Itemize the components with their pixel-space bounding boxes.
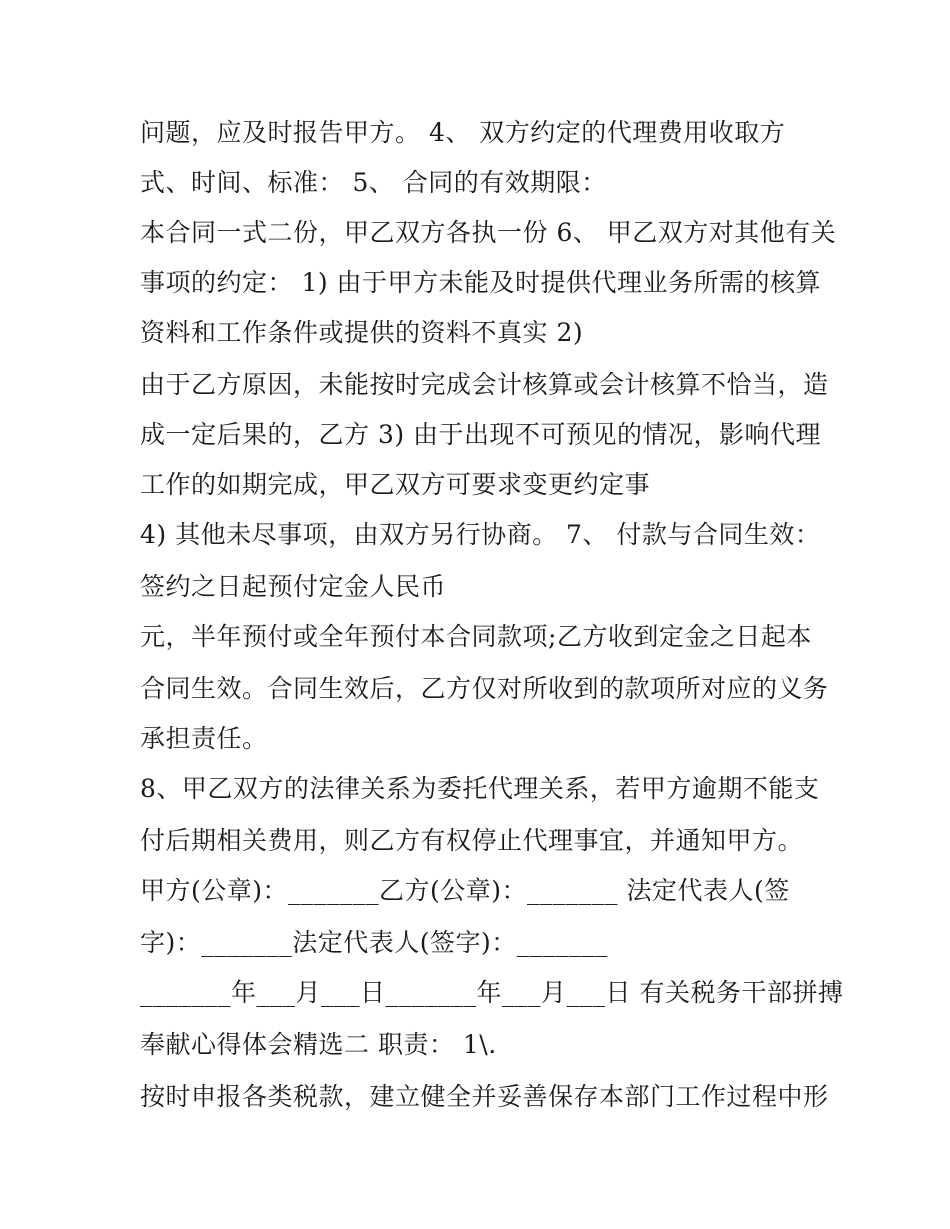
text-line: 本合同一式二份，甲乙双方各执一份 6、 甲乙双方对其他有关: [140, 218, 837, 247]
text-line: 承担责任。: [140, 724, 268, 753]
text-line: 4) 其他未尽事项，由双方另行协商。 7、 付款与合同生效：: [140, 520, 821, 549]
text-line: 工作的如期完成，甲乙双方可要求变更约定事: [140, 470, 651, 499]
text-line: 事项的约定： 1) 由于甲方未能及时提供代理业务所需的核算: [140, 268, 822, 297]
text-line: 式、时间、标准： 5、 合同的有效期限：: [140, 168, 607, 197]
text-line: _______年___月___日_______年___月___日 有关税务干部拼搏: [140, 978, 844, 1007]
text-line: 甲方(公章)：_______乙方(公章)：_______ 法定代表人(签: [140, 876, 790, 905]
text-line: 付后期相关费用，则乙方有权停止代理事宜，并通知甲方。: [140, 826, 804, 855]
text-line: 字)：_______法定代表人(签字)：_______: [140, 928, 608, 957]
text-line: 合同生效。合同生效后，乙方仅对所收到的款项所对应的义务: [140, 674, 829, 703]
text-line: 元，半年预付或全年预付本合同款项;乙方收到定金之日起本: [140, 622, 812, 651]
text-line: 由于乙方原因，未能按时完成会计核算或会计核算不恰当，造: [140, 370, 829, 399]
text-line: 按时申报各类税款，建立健全并妥善保存本部门工作过程中形: [140, 1082, 829, 1111]
text-line: 奉献心得体会精选二 职责： 1\.: [140, 1030, 497, 1059]
text-line: 签约之日起预付定金人民币: [140, 572, 447, 601]
text-line: 8、甲乙双方的法律关系为委托代理关系，若甲方逾期不能支: [140, 774, 820, 803]
text-line: 资料和工作条件或提供的资料不真实 2): [140, 318, 584, 347]
text-line: 成一定后果的，乙方 3) 由于出现不可预见的情况，影响代理: [140, 420, 822, 449]
text-line: 问题，应及时报告甲方。 4、 双方约定的代理费用收取方: [140, 118, 786, 147]
